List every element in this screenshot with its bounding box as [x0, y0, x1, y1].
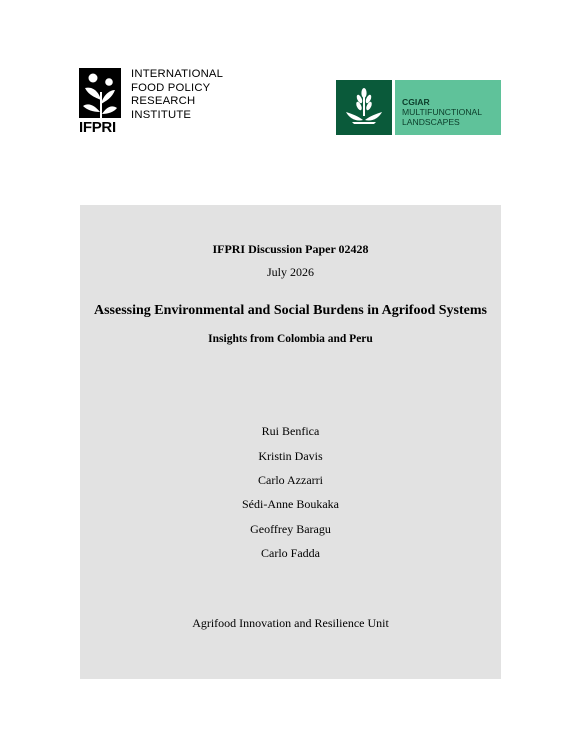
research-unit: Agrifood Innovation and Resilience Unit	[192, 616, 389, 630]
ifpri-name-line: INSTITUTE	[131, 108, 192, 121]
author-name: Kristin Davis	[258, 449, 323, 463]
cgiar-text	[402, 97, 482, 128]
paper-subtitle: Insights from Colombia and Peru	[208, 333, 373, 345]
cover-panel	[80, 205, 501, 679]
publication-date: July 2026	[266, 265, 314, 279]
ifpri-name-line: RESEARCH	[131, 95, 196, 107]
ifpri-name	[131, 68, 223, 122]
paper-title: Assessing Environmental and Social Burdens in Agrifood Systems	[94, 303, 487, 318]
cgiar-label-panel	[395, 80, 501, 135]
ifpri-name-line: FOOD POLICY	[131, 81, 211, 94]
cgiar-logo	[336, 80, 501, 135]
author-name: Carlo Fadda	[261, 546, 320, 560]
author-name: Rui Benfica	[261, 424, 320, 438]
ifpri-logo	[79, 68, 239, 136]
wheat-icon	[336, 80, 392, 135]
author-name: Carlo Azzarri	[258, 473, 323, 487]
cgiar-text-line: MULTIFUNCTIONAL	[402, 107, 483, 118]
author-name: Geoffrey Baragu	[250, 522, 331, 536]
cgiar-emblem	[336, 80, 392, 135]
series-label: IFPRI Discussion Paper 02428	[212, 242, 369, 256]
ifpri-emblem-icon	[79, 68, 121, 118]
ifpri-acronym: IFPRI	[79, 119, 116, 136]
author-name: Sédi-Anne Boukaka	[242, 497, 339, 511]
ifpri-name-line: INTERNATIONAL	[131, 68, 224, 80]
cgiar-text-line: CGIAR	[402, 97, 430, 107]
cgiar-text-line: LANDSCAPES	[402, 117, 460, 128]
